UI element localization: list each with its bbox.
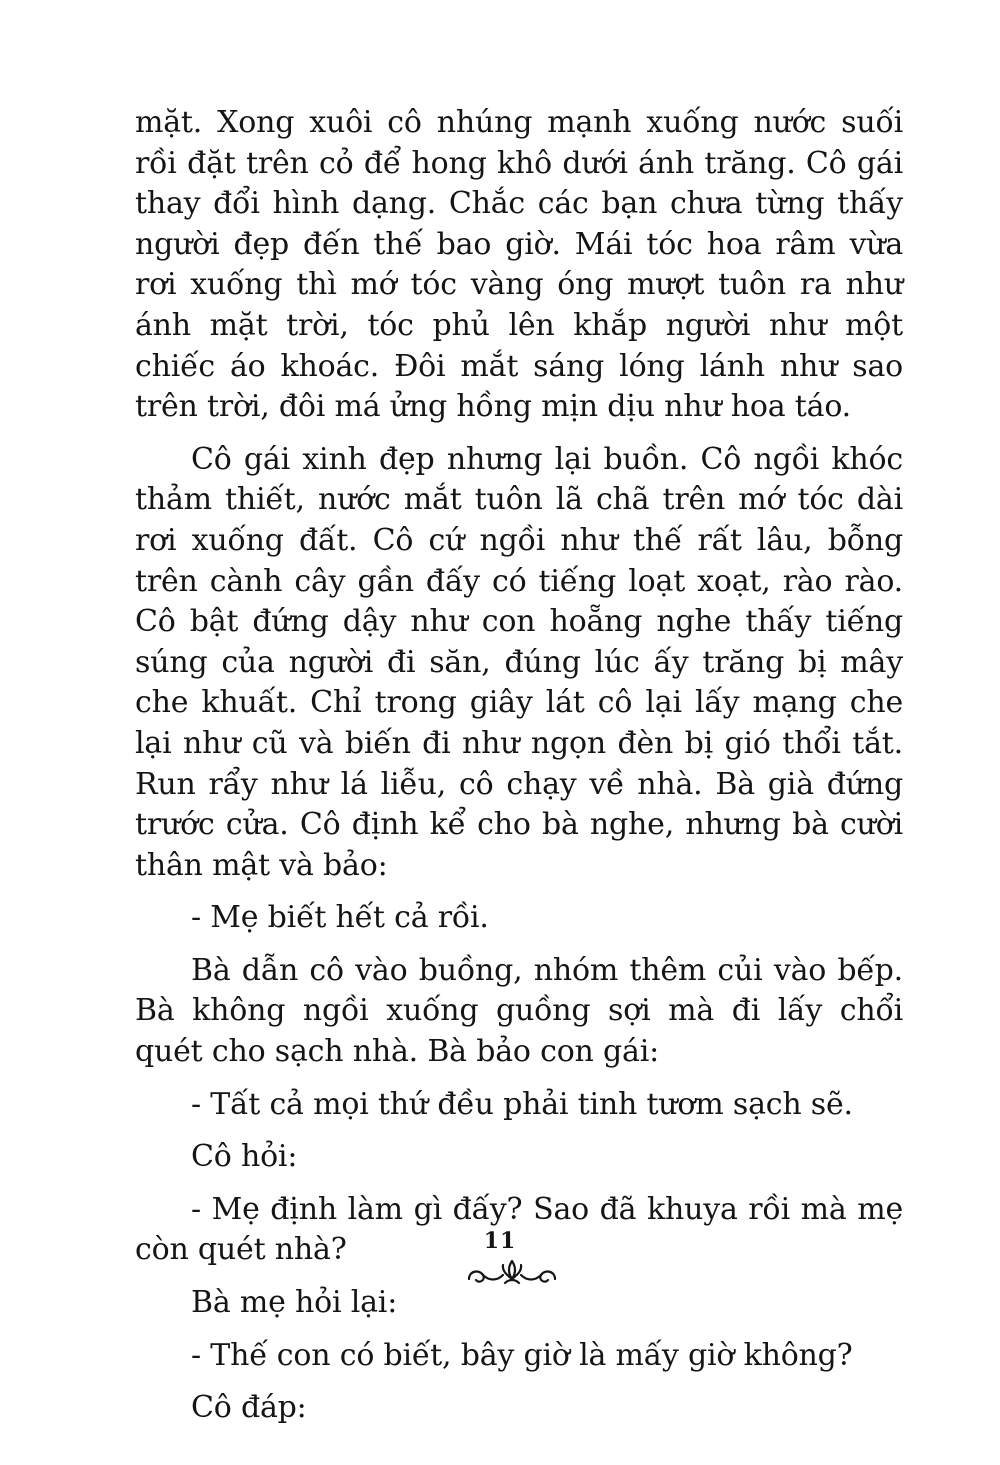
dialogue-line-1: - Mẹ biết hết cả rồi. xyxy=(191,900,489,936)
paragraph-6: Cô đáp: xyxy=(191,1390,307,1426)
dialogue-line-2: - Tất cả mọi thứ đều phải tinh tươm sạch sẽ. xyxy=(191,1086,853,1122)
paragraph-1: mặt. Xong xuôi cô nhúng mạnh xuống nước suối rồi đặt trên cỏ để hong khô dưới ánh trăng. Cô gái thay đổi hình dạng. Chắc các bạn chưa từng thấy người đẹp đến thế bao giờ. Mái tóc hoa râm vừa rơi xuống thì mớ tóc vàng óng mượt tuôn ra như ánh mặt trời, tóc phủ lên khắp người như một chiếc áo khoác. Đôi mắt sáng lóng lánh như sao trên trời, đôi má ửng hồng mịn dịu như hoa táo. xyxy=(135,105,903,425)
paragraph-5: Bà mẹ hỏi lại: xyxy=(191,1285,398,1321)
decorative-flourish-icon xyxy=(465,1257,559,1291)
paragraph-4: Cô hỏi: xyxy=(191,1139,298,1175)
paragraph-3: Bà dẫn cô vào buồng, nhóm thêm củi vào bếp. Bà không ngồi xuống guồng sợi mà đi lấy chổi quét cho sạch nhà. Bà bảo con gái: xyxy=(135,952,903,1070)
dialogue-line-4: - Thế con có biết, bây giờ là mấy giờ không? xyxy=(191,1337,853,1373)
paragraph-2: Cô gái xinh đẹp nhưng lại buồn. Cô ngồi khóc thảm thiết, nước mắt tuôn lã chã trên mớ tóc dài rơi xuống đất. Cô cứ ngồi như thế rất lâu, bỗng trên cành cây gần đấy có tiếng loạt xoạt, rào rào. Cô bật đứng dậy như con hoẵng nghe thấy tiếng súng của người đi săn, đúng lúc ấy trăng bị mây che khuất. Chỉ trong giây lát cô lại lấy mạng che lại như cũ và biến đi như ngọn đèn bị gió thổi tắt. Run rẩy như lá liễu, cô chạy về nhà. Bà già đứng trước cửa. Cô định kể cho bà nghe, nhưng bà cười thân mật và bảo: xyxy=(135,441,903,883)
dialogue-line-3: - Mẹ định làm gì đấy? Sao đã khuya rồi mà mẹ còn quét nhà? xyxy=(135,1191,903,1268)
page-number: 11 xyxy=(483,1228,517,1254)
